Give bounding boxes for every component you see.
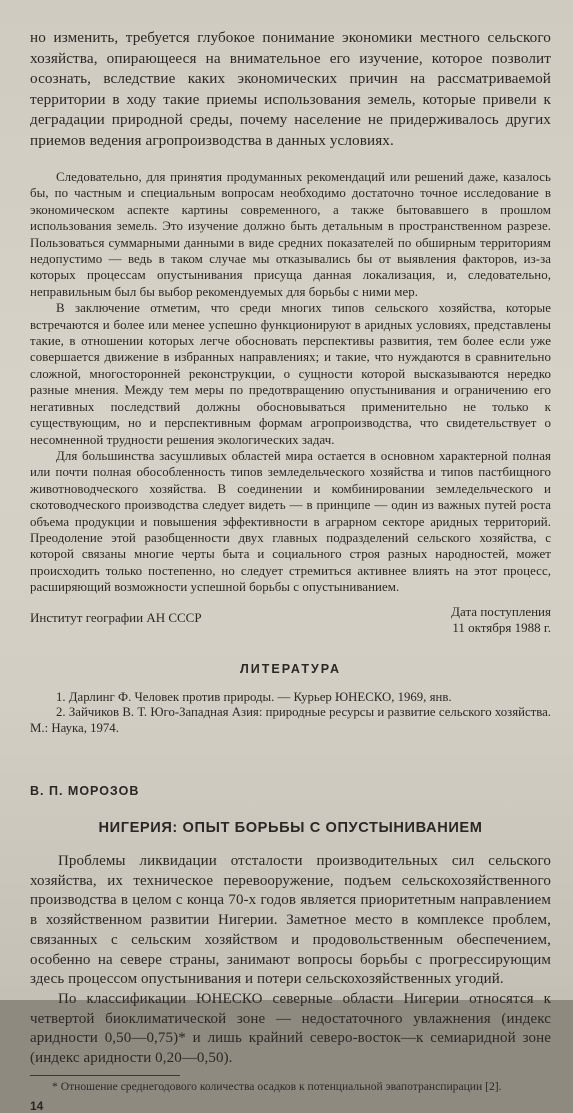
article-title: НИГЕРИЯ: ОПЫТ БОРЬБЫ С ОПУСТЫНИВАНИЕМ	[98, 820, 483, 837]
received-label: Дата поступления	[451, 603, 551, 619]
literature-item-1: 1. Дарлинг Ф. Человек против природы. — Курьер ЮНЕСКО, 1969, янв.	[56, 689, 452, 704]
article-paragraph-1: Проблемы ликвидации отсталости производительных сил сельского хозяйства, их техническое перевооружение, подъем сельскохозяйственного производства в целом с конца 70-х годов является приоритетным направлением в хозяйственном развитии Нигерии. Заметное место в комплексе проблем, связанных с сельским хозяйством и продовольственным обеспечением, особенно на севере страны, занимают вопросы борьбы с прогрессирующим здесь процессом опустынивания и потери сельскохозяйственных угодий.	[30, 853, 551, 988]
intro-paragraph: но изменить, требуется глубокое понимание экономики местного сельского хозяйства, опирающееся на внимательное его изучение, которое позволит осознать, вследствие каких экономических причин на рассматриваемой территории в ходу такие приемы использования земель, которые привели к деградации природной среды, почему население не придерживалось других приемов ведения агропроизводства в данных условиях.	[30, 29, 551, 149]
signature-row	[30, 604, 551, 636]
institute-name: Институт географии АН СССР	[30, 609, 202, 625]
literature-list	[30, 690, 551, 737]
small-text-block	[30, 169, 551, 596]
footnote: * Отношение среднегодового количества осадков к потенциальной эвапотранспирации [2].	[52, 1079, 502, 1093]
article-paragraph-2: По классификации ЮНЕСКО северные области Нигерии относятся к четвертой биоклиматической зоне — недостаточного увлажнения (индекс аридности 0,50—0,75)* и лишь крайний северо-восток—к семиаридной зоне (индекс аридности 0,20—0,50).	[30, 990, 551, 1067]
article-author: В. П. МОРОЗОВ	[30, 784, 140, 799]
page-number: 14	[30, 1098, 44, 1113]
small-paragraph-3: Для большинства засушливых областей мира остается в основном характерной полная или почти полная обособленность типов земледельческого хозяйства и типов пастбищного животноводческого хозяйства. В соединении и комбинировании земледельческого и скотоводческого производства следует видеть — в принципе — один из важных путей роста объема продукции и повышения эффективности в аграрном секторе аридных территорий. Преодоление этой разобщенности двух главных подразделений сельского хозяйства, с которой связаны многие черты быта и социального строя разных народностей, может происходить только постепенно, но следует стремиться активнее влиять на этот процесс, расширяющий возможности успешной борьбы с опустыниванием.	[30, 448, 551, 595]
literature-item-2: 2. Зайчиков В. Т. Юго-Западная Азия: природные ресурсы и развитие сельского хозяйства. М.: Наука, 1974.	[30, 705, 551, 735]
article-body	[30, 852, 551, 1069]
small-paragraph-1: Следовательно, для принятия продуманных рекомендаций или решений даже, казалось бы, по частным и специальным вопросам необходимо достаточно точное исследование в экономическом аспекте картины современного, а также бытовавшего в прошлом использования земель. Это изучение должно быть детальным в пространственном разрезе. Пользоваться суммарными данными в виде средних показателей по обширным территориям недопустимо — ведь в таком случае мы отказывались бы от выявления факторов, из-за которых процессам опустынивания присуща данная локализация, и, следовательно, неправильным был бы выбор рекомендуемых для борьбы с ними мер.	[30, 170, 551, 299]
received-block	[451, 604, 551, 636]
literature-heading: ЛИТЕРАТУРА	[239, 661, 342, 676]
footnote-divider	[30, 1075, 180, 1076]
received-date: 11 октября 1988 г.	[452, 619, 551, 635]
small-paragraph-2: В заключение отметим, что среди многих типов сельского хозяйства, которые встречаются и более или менее успешно функционируют в аридных условиях, представлены такие, в отношении которых легче обосновать перспективы развития, тем более если уже совершается движение в избранных направлениях; и такие, что нуждаются в сравнительно сложной, многосторонней реконструкции, о сущности которой высказываются нередко разные мнения. Между тем меры по предотвращению опустынивания и ограничению его негативных последствий должны обосновываться применительно не только к существующим, но и перспективным формам агропроизводства, что свидетельствует о несомненной трудности решения экологических задач.	[30, 301, 551, 447]
